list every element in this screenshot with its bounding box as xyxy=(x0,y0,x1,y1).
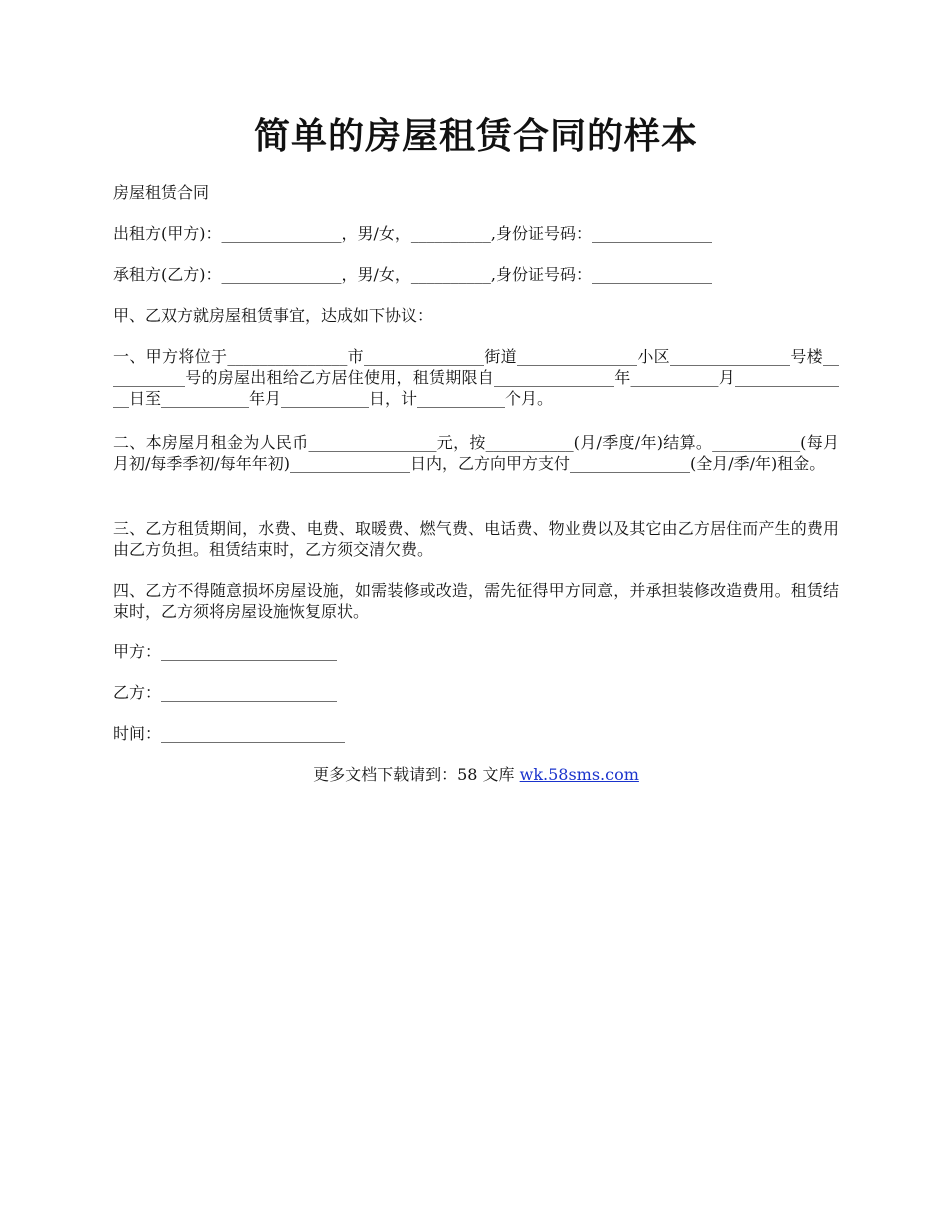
clause-2-rent: 二、本房屋月租金为人民币________________元，按___________(月/季度/年)结算。___________(每月月初/每季季初/每年年初)_______________日内，乙方向甲方支付_______________(全月/季/年)租金。 xyxy=(113,433,839,473)
clause-3-utilities: 三、乙方租赁期间，水费、电费、取暖费、燃气费、电话费、物业费以及其它由乙方居住而产生的费用由乙方负担。租赁结束时，乙方须交清欠费。 xyxy=(113,519,839,559)
footer-link[interactable]: wk.58sms.com xyxy=(519,765,639,784)
clause-1-property-term: 一、甲方将位于_______________市_______________街道_______________小区_______________号楼___________号的房屋出租给乙方居住使用，租赁期限自_______________年___________月_______________日至___________年月___________日，计___________个月。 xyxy=(113,347,839,408)
clause-4-facilities: 四、乙方不得随意损坏房屋设施，如需装修或改造，需先征得甲方同意，并承担装修改造费用。租赁结束时，乙方须将房屋设施恢复原状。 xyxy=(113,581,839,621)
signature-party-a: 甲方：______________________ xyxy=(113,642,338,661)
lessor-line: 出租方(甲方)：_______________，男/女，__________,身份证号码：_______________ xyxy=(113,224,712,243)
document-title: 简单的房屋租赁合同的样本 xyxy=(253,115,698,157)
footer-text: 更多文档下载请到：58 文库 xyxy=(313,765,520,784)
signature-party-b: 乙方：______________________ xyxy=(113,683,338,702)
contract-subtitle: 房屋租赁合同 xyxy=(113,183,210,202)
signature-date: 时间：_______________________ xyxy=(113,724,346,743)
lessee-line: 承租方(乙方)：_______________，男/女，__________,身份证号码：_______________ xyxy=(113,265,712,284)
agreement-intro: 甲、乙双方就房屋租赁事宜，达成如下协议： xyxy=(113,306,434,325)
download-footer xyxy=(113,764,839,785)
